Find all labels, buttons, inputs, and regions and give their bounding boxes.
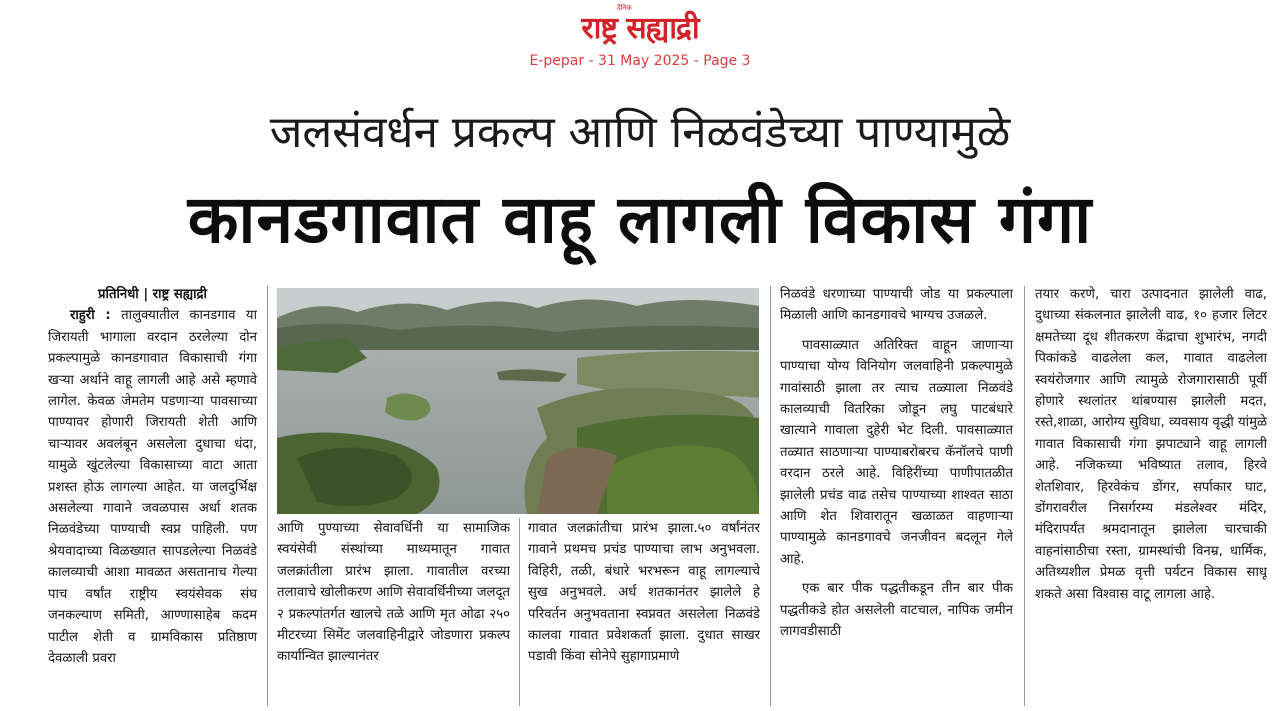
masthead-tagline: दैनिक bbox=[617, 4, 632, 12]
lake-photo-illustration bbox=[277, 288, 759, 514]
article-column-2 bbox=[277, 518, 510, 706]
article-text-col1: तालुक्यातील कानडगाव या जिरायती भागाला वरदान ठरलेल्या दोन प्रकल्पामुळे कानडगावात विकासाची गंगा खऱ्या अर्थाने वाहू लागली आहे असे म्हणावे लागेल. केवळ जेमतेम पडणाऱ्या पावसाच्या पाण्यावर होणारी जिरायती शेती आणि चाऱ्यावर अवलंबून असलेला दुधाचा धंदा, यामुळे खुंटलेल्या विकासाच्या वाटा आता प्रशस्त होऊ लागल्या आहेत. या जलदुर्भिक्ष असलेल्या गावाने जवळपास अर्धा शतक निळवंडेच्या पाण्याची स्वप्न पाहिली. पण श्रेयवादाच्या विळख्यात सापडलेल्या निळवंडे कालव्याची आशा मावळत असतानाच गेल्या पाच वर्षांत राष्ट्रीय स्वयंसेवक संघ जनकल्याण समिती, आण्णासाहेब कदम पाटील शेती व ग्रामविकास प्रतिष्ठाण देवळाली प्रवरा bbox=[48, 308, 257, 666]
dateline: राहुरी : bbox=[70, 308, 111, 324]
article-text-col5: तयार करणे, चारा उत्पादनात झालेली वाढ, दुधाच्या संकलनात झालेली वाढ, १० हजार लिटर क्षमतेच्या दूध शीतकरण केंद्राचा शुभारंभ, नगदी पिकांकडे वाढलेला कल, गावात वाढलेला स्वयंरोजगार आणि त्यामुळे रोजगारासाठी पूर्वी होणारे स्थलांतर थांबण्यास झालेली मदत, रस्ते,शाळा, आरोग्य सुविधा, व्यवसाय वृद्धी यांमुळे गावात विकासाची गंगा झपाट्याने वाहू लागली आहे. नजिकच्या भविष्यात तलाव, हिरवे शेतशिवार, हिरवेकंच डोंगर, सर्पाकार घाट, डोंगरावरील निसर्गरम्य मंडलेश्वर मंदिर, मंदिरापर्यंत श्रमदानातून झालेला चारचाकी वाहनांसाठीचा रस्ता, ग्रामस्थांची विनम्र, धार्मिक, अतिथ्यशील प्रेमळ वृत्ती पर्यटन विकास साधू शकते असा विश्वास वाटू लागला आहे. bbox=[1035, 287, 1267, 602]
column-divider bbox=[519, 518, 520, 706]
article-column-5 bbox=[1035, 284, 1267, 708]
article-text-col4-p1: निळवंडे धरणाच्या पाण्याची जोड या प्रकल्पाला मिळाली आणि कानडगावचे भाग्यच उजळले. bbox=[780, 287, 1013, 324]
article-text-col2: आणि पुण्याच्या सेवावर्धिनी या सामाजिक स्वयंसेवी संस्थांच्या माध्यमातून गावात जलक्रांतीला प्रारंभ झाला. गावातील वरच्या तलावाचे खोलीकरण आणि सेवावर्धिनीच्या जलदूत २ प्रकल्पांतर्गत खालचे तळे आणि मृत ओढा २५० मीटरच्या सिमेंट जलवाहिनीद्वारे जोडणारा प्रकल्प कार्यान्वित झाल्यानंतर bbox=[277, 521, 510, 665]
article-column-4 bbox=[780, 284, 1013, 708]
masthead bbox=[0, 0, 1280, 78]
article-text-col4-p2: पावसाळ्यात अतिरिक्त वाहून जाणाऱ्या पाण्याचा योग्य विनियोग जलवाहिनी प्रकल्पामुळे गावांसाठी झाला तर त्याच तळ्याला निळवंडे कालव्याची वितरिका जोडून लघु पाटबंधारे खात्याने गावाला दुहेरी भेट दिली. पावसाळ्यात तळ्यात साठणाऱ्या पाण्याबरोबरच कॅनॉलचे पाणी वरदान ठरले आहे. विहिरींच्या पाणीपातळीत झालेली प्रचंड वाढ तसेच पाण्याच्या शाश्वत साठा आणि शेत शिवारातून खळाळत वाहणाऱ्या पाण्यामुळे कानडगावचे जनजीवन बदलून गेले आहे. bbox=[780, 337, 1013, 567]
edition-line: E-pepar - 31 May 2025 - Page 3 bbox=[529, 53, 751, 69]
article-photo bbox=[277, 288, 759, 514]
newspaper-logo: राष्ट्र सह्याद्री bbox=[581, 11, 699, 46]
article-text-col4-p3: एक बार पीक पद्धतीकडून तीन बार पीक पद्धतीकडे होत असलेली वाटचाल, नापिक जमीन लागवडीसाठी bbox=[780, 581, 1013, 640]
column-divider bbox=[770, 286, 771, 706]
byline: प्रतिनिधी | राष्ट्र सह्याद्री bbox=[98, 287, 207, 302]
headline-kicker: जलसंवर्धन प्रकल्प आणि निळवंडेच्या पाण्यामुळे bbox=[269, 107, 1011, 158]
headline-main: कानडगावात वाहू लागली विकास गंगा bbox=[187, 181, 1093, 258]
column-divider bbox=[267, 286, 268, 706]
article-text-col3: गावात जलक्रांतीचा प्रारंभ झाला.५० वर्षांनंतर गावाने प्रथमच प्रचंड पाण्याचा लाभ अनुभवला. विहिरी, तळी, बंधारे भरभरून वाहू लागल्याचे सुख अनुभवले. अर्ध शतकानंतर झालेले हे परिवर्तन अनुभवताना स्वप्नवत असलेला निळवंडे कालवा गावात प्रवेशकर्ता झाला. दुधात साखर पडावी किंवा सोनेपे सुहागाप्रमाणे bbox=[528, 521, 760, 665]
article-column-3 bbox=[528, 518, 760, 706]
column-divider bbox=[1024, 286, 1025, 706]
article-column-1 bbox=[48, 284, 257, 708]
